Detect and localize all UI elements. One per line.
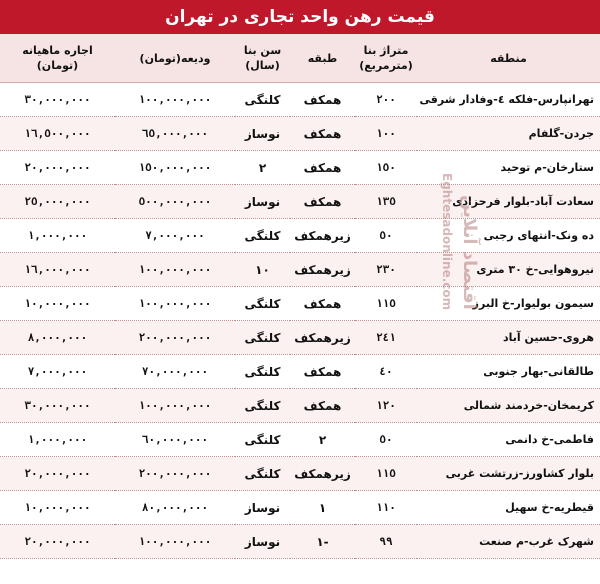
- cell-deposit: ٢٠٠,٠٠٠,٠٠٠: [115, 457, 235, 491]
- table-row: [0, 253, 600, 287]
- header-floor: [290, 34, 355, 83]
- cell-deposit: ١٥٠,٠٠٠,٠٠٠: [115, 151, 235, 185]
- cell-age: کلنگی: [235, 83, 290, 117]
- cell-region: بلوار کشاورز-زرتشت غربی: [417, 457, 600, 491]
- page-title: قیمت رهن واحد تجاری در تهران: [0, 0, 600, 34]
- table-row: [0, 389, 600, 423]
- cell-age: کلنگی: [235, 355, 290, 389]
- cell-deposit: ٢٠٠,٠٠٠,٠٠٠: [115, 321, 235, 355]
- cell-age: کلنگی: [235, 389, 290, 423]
- cell-region: قیطریه-خ سهیل: [417, 491, 600, 525]
- cell-region: کریمخان-خردمند شمالی: [417, 389, 600, 423]
- cell-rent: ٢٠,٠٠٠,٠٠٠: [0, 457, 115, 491]
- table-row: [0, 151, 600, 185]
- header-age-text: سن بنا (سال): [243, 44, 282, 72]
- cell-rent: ٧,٠٠٠,٠٠٠: [0, 355, 115, 389]
- cell-rent: ١٠,٠٠٠,٠٠٠: [0, 287, 115, 321]
- cell-region: ستارخان-م توحید: [417, 151, 600, 185]
- cell-region: سیمون بولیوار-خ البرز: [417, 287, 600, 321]
- header-area: [355, 34, 417, 83]
- table-row: [0, 219, 600, 253]
- cell-area: ١١٥: [355, 287, 417, 321]
- cell-area: ١٥٠: [355, 151, 417, 185]
- cell-age: کلنگی: [235, 423, 290, 457]
- cell-area: ١١٠: [355, 491, 417, 525]
- cell-region: شهرک غرب-م صنعت: [417, 525, 600, 559]
- cell-area: ١٢٠: [355, 389, 417, 423]
- table-row: [0, 287, 600, 321]
- cell-deposit: ٧,٠٠٠,٠٠٠: [115, 219, 235, 253]
- watermark-text: اقتصاد آنلاین: [459, 195, 480, 310]
- cell-region: فاطمی-خ دانمی: [417, 423, 600, 457]
- cell-rent: ١,٠٠٠,٠٠٠: [0, 423, 115, 457]
- cell-floor: زیرهمکف: [290, 321, 355, 355]
- table-row: [0, 117, 600, 151]
- cell-rent: ٣٠,٠٠٠,٠٠٠: [0, 83, 115, 117]
- cell-deposit: ٧٠,٠٠٠,٠٠٠: [115, 355, 235, 389]
- header-rent-text: اجاره ماهیانه (تومان): [22, 44, 93, 72]
- cell-floor: همکف: [290, 151, 355, 185]
- cell-age: ٢: [235, 151, 290, 185]
- cell-floor: همکف: [290, 355, 355, 389]
- cell-deposit: ٦٠,٠٠٠,٠٠٠: [115, 423, 235, 457]
- cell-floor: ١: [290, 491, 355, 525]
- cell-area: ٤٠: [355, 355, 417, 389]
- header-age: [235, 34, 290, 83]
- cell-area: ٩٩: [355, 525, 417, 559]
- header-deposit: [115, 34, 235, 83]
- cell-rent: ١٠,٠٠٠,٠٠٠: [0, 491, 115, 525]
- cell-age: کلنگی: [235, 287, 290, 321]
- header-rent: [0, 34, 115, 83]
- cell-area: ٢٠٠: [355, 83, 417, 117]
- table-row: [0, 491, 600, 525]
- cell-rent: ٢٥,٠٠٠,٠٠٠: [0, 185, 115, 219]
- cell-floor: همکف: [290, 389, 355, 423]
- cell-region: نیروهوایی-خ ٣٠ متری: [417, 253, 600, 287]
- table-row: [0, 83, 600, 117]
- cell-floor: زیرهمکف: [290, 253, 355, 287]
- table-body: [0, 83, 600, 559]
- watermark-url: Eghtesadonline.com: [440, 172, 454, 310]
- cell-floor: زیرهمکف: [290, 457, 355, 491]
- cell-age: نوساز: [235, 185, 290, 219]
- cell-floor: همکف: [290, 185, 355, 219]
- table-row: [0, 457, 600, 491]
- cell-rent: ١٦,٠٠٠,٠٠٠: [0, 253, 115, 287]
- cell-region: ده ونک-انتهای رجبی: [417, 219, 600, 253]
- table-header-row: [0, 34, 600, 83]
- table-row: [0, 185, 600, 219]
- header-region-text: منطقه: [490, 51, 527, 65]
- cell-floor: همکف: [290, 287, 355, 321]
- cell-deposit: ٦٥,٠٠٠,٠٠٠: [115, 117, 235, 151]
- cell-floor: ٢: [290, 423, 355, 457]
- cell-area: ٥٠: [355, 423, 417, 457]
- cell-floor: -١: [290, 525, 355, 559]
- cell-age: نوساز: [235, 491, 290, 525]
- table-row: [0, 355, 600, 389]
- header-deposit-text: ودیعه(تومان): [139, 51, 211, 65]
- cell-deposit: ١٠٠,٠٠٠,٠٠٠: [115, 253, 235, 287]
- cell-floor: زیرهمکف: [290, 219, 355, 253]
- cell-area: ٢٣٠: [355, 253, 417, 287]
- cell-deposit: ١٠٠,٠٠٠,٠٠٠: [115, 83, 235, 117]
- cell-area: ١١٥: [355, 457, 417, 491]
- cell-region: جردن-گلفام: [417, 117, 600, 151]
- cell-area: ١٠٠: [355, 117, 417, 151]
- cell-rent: ١,٠٠٠,٠٠٠: [0, 219, 115, 253]
- cell-rent: ٢٠,٠٠٠,٠٠٠: [0, 525, 115, 559]
- cell-floor: همکف: [290, 83, 355, 117]
- cell-age: نوساز: [235, 117, 290, 151]
- cell-age: نوساز: [235, 525, 290, 559]
- header-region: [417, 34, 600, 83]
- cell-floor: همکف: [290, 117, 355, 151]
- cell-region: هروی-حسین آباد: [417, 321, 600, 355]
- header-floor-text: طبقه: [307, 51, 338, 65]
- table-row: [0, 423, 600, 457]
- cell-deposit: ١٠٠,٠٠٠,٠٠٠: [115, 525, 235, 559]
- cell-age: ١٠: [235, 253, 290, 287]
- cell-age: کلنگی: [235, 321, 290, 355]
- cell-age: کلنگی: [235, 219, 290, 253]
- cell-area: ٢٤١: [355, 321, 417, 355]
- cell-region: طالقانی-بهار جنوبی: [417, 355, 600, 389]
- table-row: [0, 321, 600, 355]
- cell-rent: ٢٠,٠٠٠,٠٠٠: [0, 151, 115, 185]
- rent-table: [0, 34, 600, 559]
- cell-region: سعادت آباد-بلوار فرحزادی: [417, 185, 600, 219]
- cell-deposit: ٥٠٠,٠٠٠,٠٠٠: [115, 185, 235, 219]
- cell-deposit: ١٠٠,٠٠٠,٠٠٠: [115, 389, 235, 423]
- cell-region: تهرانپارس-فلکه ٤-وفادار شرقی: [417, 83, 600, 117]
- cell-deposit: ٨٠,٠٠٠,٠٠٠: [115, 491, 235, 525]
- cell-deposit: ١٠٠,٠٠٠,٠٠٠: [115, 287, 235, 321]
- cell-rent: ٣٠,٠٠٠,٠٠٠: [0, 389, 115, 423]
- cell-area: ١٣٥: [355, 185, 417, 219]
- cell-rent: ٨,٠٠٠,٠٠٠: [0, 321, 115, 355]
- cell-rent: ١٦,٥٠٠,٠٠٠: [0, 117, 115, 151]
- header-area-text: متراژ بنا (مترمربع): [359, 44, 413, 72]
- cell-age: کلنگی: [235, 457, 290, 491]
- table-row: [0, 525, 600, 559]
- cell-area: ٥٠: [355, 219, 417, 253]
